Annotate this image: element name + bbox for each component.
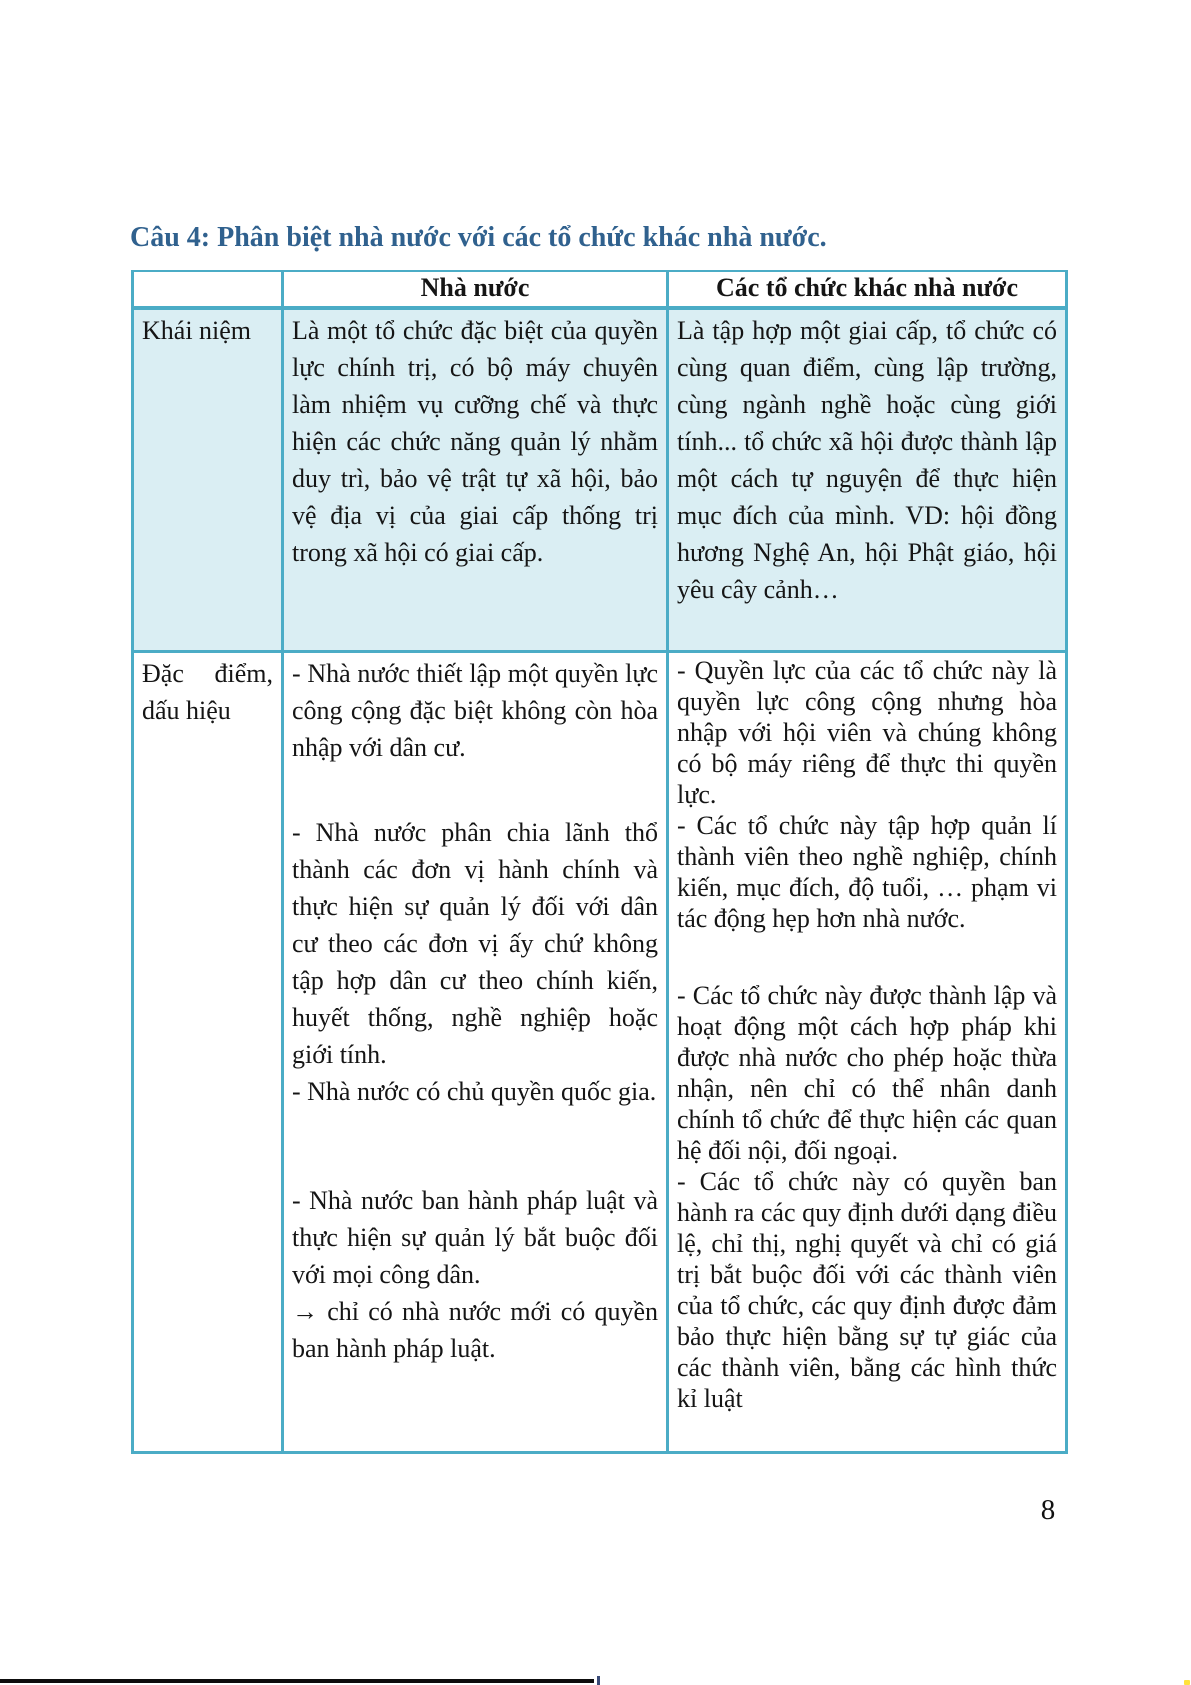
header-empty-cell	[133, 271, 283, 308]
comparison-table	[131, 270, 1068, 1454]
paragraph: - Các tổ chức này được thành lập và hoạt động một cách hợp pháp khi được nhà nước cho phép hoặc thừa nhận, nên chỉ có thể nhân danh chính tổ chức để thực hiện các quan hệ đối nội, đối ngoại.	[677, 981, 1057, 1165]
paragraph: - Các tổ chức này tập hợp quản lí thành viên theo nghề nghiệp, chính kiến, mục đích, độ tuổi, … phạm vi tác động hẹp hơn nhà nước.	[677, 811, 1057, 933]
paragraph: → chỉ có nhà nước mới có quyền ban hành pháp luật.	[292, 1297, 658, 1363]
paragraph: - Nhà nước thiết lập một quyền lực công cộng đặc biệt không còn hòa nhập với dân cư.	[292, 659, 658, 762]
paragraph: - Nhà nước phân chia lãnh thổ thành các đơn vị hành chính và thực hiện sự quản lý đối với dân cư theo các đơn vị ấy chứ không tập hợp dân cư theo chính kiến, huyết thống, nghề nghiệp hoặc giới tính.	[292, 818, 658, 1069]
page-number: 8	[1040, 1494, 1056, 1526]
table-header-row	[133, 271, 1067, 308]
header-nha-nuoc: Nhà nước	[283, 271, 668, 308]
header-cac-to-chuc-khac: Các tổ chức khác nhà nước	[668, 271, 1067, 308]
bottom-divider-line	[0, 1679, 594, 1683]
cell-khai-niem-nha-nuoc	[283, 308, 668, 652]
table-row-khai-niem	[133, 308, 1067, 652]
corner-artifact	[1184, 1680, 1190, 1685]
cell-dac-diem-nha-nuoc	[283, 652, 668, 1453]
table-row-dac-diem	[133, 652, 1067, 1453]
row-label-text: Đặc điểm, dấu hiệu	[142, 659, 273, 725]
paragraph: - Nhà nước có chủ quyền quốc gia.	[292, 1077, 657, 1106]
row-label-khai-niem	[133, 308, 283, 652]
paragraph: Là tập hợp một giai cấp, tổ chức có cùng quan điểm, cùng lập trường, cùng ngành nghề hoặc cùng giới tính... tổ chức xã hội được thành lập một cách tự nguyện để thực hiện mục đích của mình. VD: hội đồng hương Nghệ An, hội Phật giáo, hội yêu cây cảnh…	[677, 316, 1057, 604]
cell-dac-diem-to-chuc-khac	[668, 652, 1067, 1453]
paragraph: - Quyền lực của các tổ chức này là quyền lực công cộng nhưng hòa nhập với hội viên và chúng không có bộ máy riêng để thực thi quyền lực.	[677, 656, 1057, 809]
bottom-tick-mark	[597, 1676, 600, 1685]
paragraph-spacer	[292, 766, 658, 814]
cell-khai-niem-to-chuc-khac	[668, 308, 1067, 652]
paragraph-spacer	[292, 1110, 658, 1182]
paragraph: - Các tổ chức này có quyền ban hành ra các quy định dưới dạng điều lệ, chỉ thị, nghị quyết và chỉ có giá trị bắt buộc đối với các thành viên của tổ chức, các quy định được đảm bảo thực hiện bằng sự tự giác của các thành viên, bằng các hình thức kỉ luật	[677, 1167, 1057, 1413]
paragraph: Là một tổ chức đặc biệt của quyền lực chính trị, có bộ máy chuyên làm nhiệm vụ cưỡng chế và thực hiện các chức năng quản lý nhằm duy trì, bảo vệ trật tự xã hội, bảo vệ địa vị của giai cấp thống trị trong xã hội có giai cấp.	[292, 316, 658, 567]
row-label-dac-diem	[133, 652, 283, 1453]
question-title: Câu 4: Phân biệt nhà nước với các tổ chức khác nhà nước.	[130, 222, 827, 253]
paragraph-spacer	[677, 934, 1057, 980]
paragraph: - Nhà nước ban hành pháp luật và thực hiện sự quản lý bắt buộc đối với mọi công dân.	[292, 1186, 658, 1289]
row-label-text: Khái niệm	[142, 316, 252, 345]
